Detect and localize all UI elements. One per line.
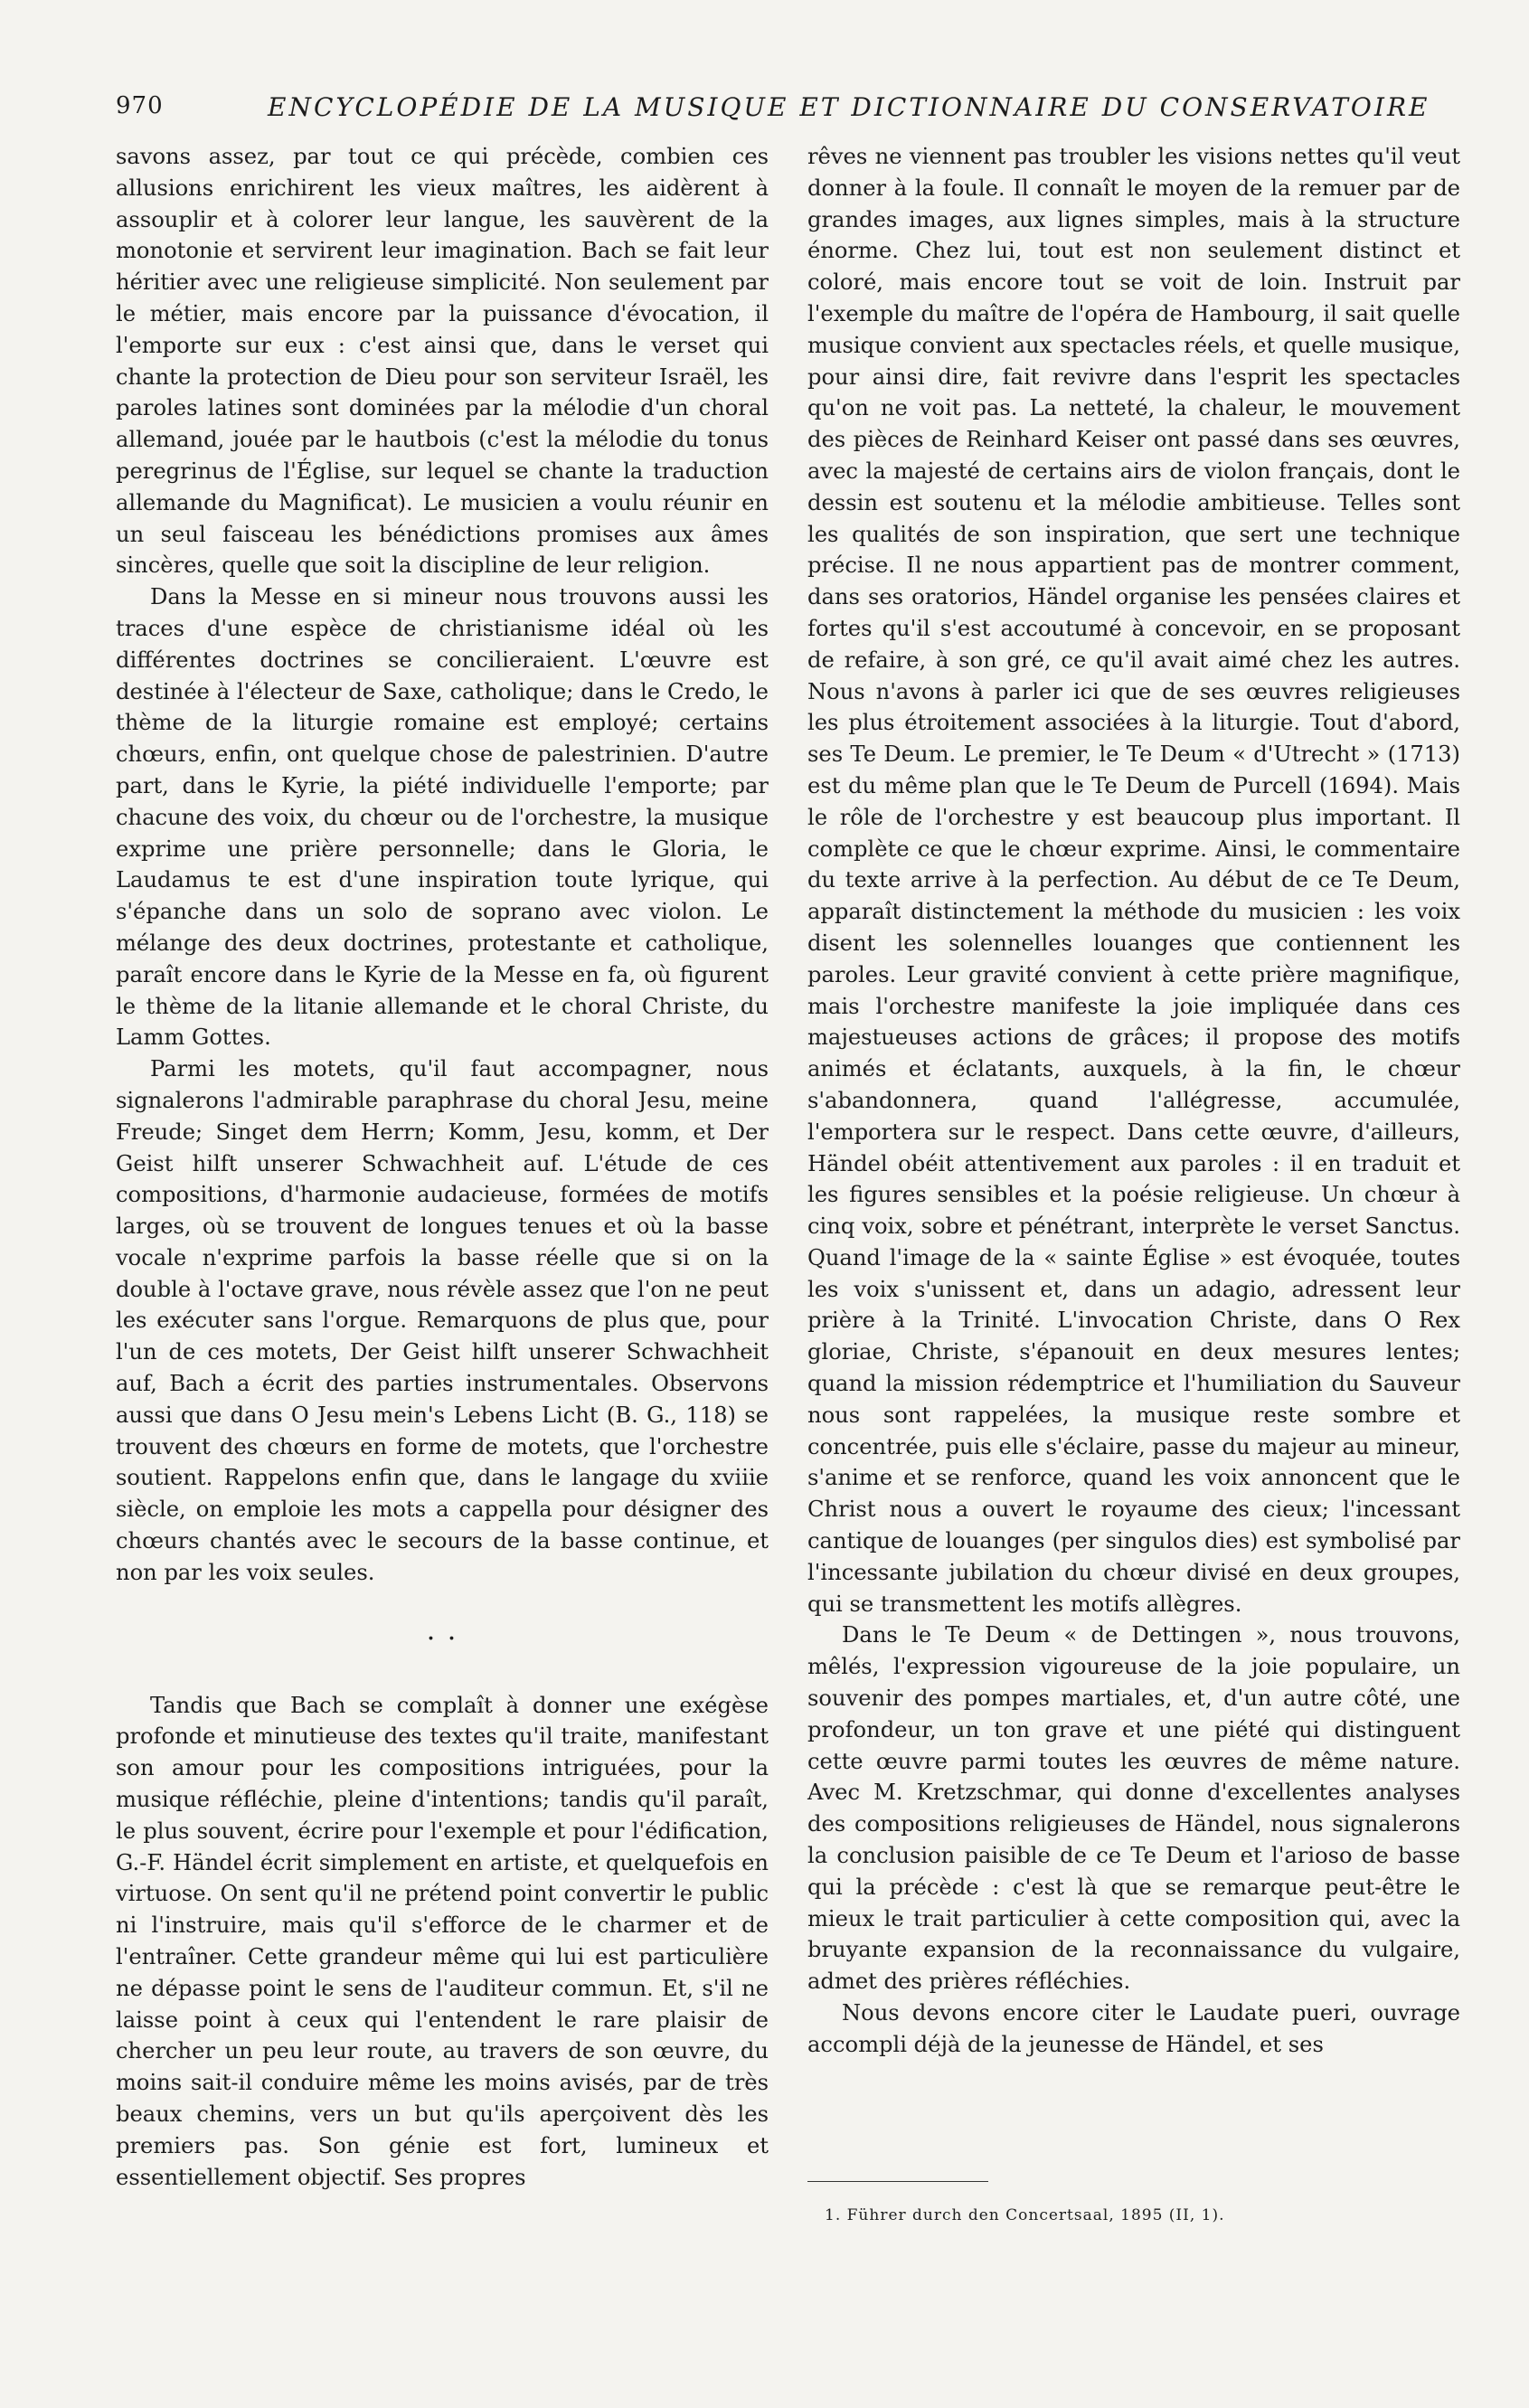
paragraph: Dans la Messe en si mineur nous trouvons aussi les traces d'une espèce de christianisme idéal où les différentes doctrines se concilieraient. L'œuvre est destinée à l'électeur de Saxe, catholique; dans le Credo, le thème de la liturgie romaine est employé; certains chœurs, enfin, ont quelque chose de palestrinien. D'autre part, dans le Kyrie, la piété individuelle l'emporte; par chacune des voix, du chœur ou de l'orchestre, la musique exprime une prière personnelle; dans le Gloria, le Laudamus te est d'une inspiration toute lyrique, qui s'épanche dans un solo de soprano avec violon. Le mélange des deux doctrines, protestante et catholique, paraît encore dans le Kyrie de la Messe en fa, où figurent le thème de la litanie allemande et le choral Christe, du Lamm Gottes. <box>116 584 769 1051</box>
running-header <box>116 89 1461 130</box>
left-column <box>116 141 769 2193</box>
paragraph: Parmi les motets, qu'il faut accompagner, nous signalerons l'admirable paraphrase du choral Jesu, meine Freude; Singet dem Herrn; Komm, Jesu, komm, et Der Geist hilft unserer Schwachheit auf. L'étude de ces compositions, d'harmonie audacieuse, formées de motifs larges, où se trouvent de longues tenues et où la basse vocale n'exprime parfois la basse réelle que si on la double à l'octave grave, nous révèle assez que l'on ne peut les exécuter sans l'orgue. Remarquons de plus que, pour l'un de ces motets, Der Geist hilft unserer Schwachheit auf, Bach a écrit des parties instrumentales. Observons aussi que dans O Jesu mein's Lebens Licht (B. G., 118) se trouvent des chœurs en forme de motets, que l'orchestre soutient. Rappelons enfin que, dans le langage du xviiie siècle, on emploie les mots a cappella pour désigner des chœurs chantés avec le secours de la basse continue, et non par les voix seules. <box>116 1056 769 1585</box>
page-number: 970 <box>116 92 164 119</box>
running-title: ENCYCLOPÉDIE DE LA MUSIQUE ET DICTIONNAIRE DU CONSERVATOIRE <box>268 92 1430 122</box>
paragraph: Dans le Te Deum « de Dettingen », nous trouvons, mêlés, l'expression vigoureuse de la joie populaire, un souvenir des pompes martiales, et, d'un autre côté, une profondeur, un ton grave et une piété qui distinguent cette œuvre parmi toutes les œuvres de même nature. Avec M. Kretzschmar, qui donne d'excellentes analyses des compositions religieuses de Händel, nous signalerons la conclusion paisible de ce Te Deum et l'arioso de basse qui la précède : c'est là que se remarque peut-être le mieux le trait particulier à cette composition qui, avec la bruyante expansion de la reconnaissance du vulgaire, admet des prières réfléchies. <box>807 1622 1460 1995</box>
right-column <box>807 141 1460 2061</box>
footnote-divider <box>807 2181 988 2182</box>
paragraph: savons assez, par tout ce qui précède, combien ces allusions enrichirent les vieux maîtres, les aidèrent à assouplir et à colorer leur langue, les sauvèrent de la monotonie et servirent leur imagination. Bach se fait leur héritier avec une religieuse simplicité. Non seulement par le métier, mais encore par la puissance d'évocation, il l'emporte sur eux : c'est ainsi que, dans le verset qui chante la protection de Dieu pour son serviteur Israël, les paroles latines sont dominées par la mélodie d'un choral allemand, jouée par le hautbois (c'est la mélodie du tonus peregrinus de l'Église, sur lequel se chante la traduction allemande du Magnificat). Le musicien a voulu réunir en un seul faisceau les bénédictions promises aux âmes sincères, quelle que soit la discipline de leur religion. <box>116 144 769 579</box>
paragraph: rêves ne viennent pas troubler les visions nettes qu'il veut donner à la foule. Il connaît le moyen de la remuer par de grandes images, aux lignes simples, mais à la structure énorme. Chez lui, tout est non seulement distinct et coloré, mais encore tout se voit de loin. Instruit par l'exemple du maître de l'opéra de Hambourg, il sait quelle musique convient aux spectacles réels, et quelle musique, pour ainsi dire, fait revivre dans l'esprit les spectacles qu'on ne voit pas. La netteté, la chaleur, le mouvement des pièces de Reinhard Keiser ont passé dans ses œuvres, avec la majesté de certains airs de violon français, dont le dessin est soutenu et la mélodie ambitieuse. Telles sont les qualités de son inspiration, que sert une technique précise. Il ne nous appartient pas de montrer comment, dans ses oratorios, Händel organise les pensées claires et fortes qu'il s'est accoutumé à concevoir, en se proposant de refaire, à son gré, ce qu'il avait aimé chez les autres. Nous n'avons à parler ici que de ses œuvres religieuses les plus étroitement associées à la liturgie. Tout d'abord, ses Te Deum. Le premier, le Te Deum « d'Utrecht » (1713) est du même plan que le Te Deum de Purcell (1694). Mais le rôle de l'orchestre y est beaucoup plus important. Il complète ce que le chœur exprime. Ainsi, le commentaire du texte arrive à la perfection. Au début de ce Te Deum, apparaît distinctement la méthode du musicien : les voix disent les solennelles louanges que contiennent les paroles. Leur gravité convient à cette prière magnifique, mais l'orchestre manifeste la joie impliquée dans ces majestueuses actions de grâces; il propose des motifs animés et éclatants, auxquels, à la fin, le chœur s'abandonnera, quand l'allégresse, accumulée, l'emportera sur le respect. Dans cette œuvre, d'ailleurs, Händel obéit attentivement aux paroles : il en traduit et les figures sensibles et la poésie religieuse. Un chœur à cinq voix, sobre et pénétrant, interprète le verset Sanctus. Quand l'image de la « sainte Église » est évoquée, toutes les voix s'unissent et, dans un adagio, adressent leur prière à la Trinité. L'invocation Christe, dans O Rex gloriae, Christe, s'épanouit en deux mesures lentes; quand la mission rédemptrice et l'humiliation du Sauveur nous sont rappelées, la musique reste sombre et concentrée, puis elle s'éclaire, passe du majeur au mineur, s'anime et se renforce, quand les voix annoncent que le Christ nous a ouvert le royaume des cieux; l'incessant cantique de louanges (per singulos dies) est symbolisé par l'incessante jubilation du chœur divisé en deux groupes, qui se transmettent les motifs allègres. <box>807 144 1460 1617</box>
section-ornament: · · <box>426 1622 458 1655</box>
footnote: 1. Führer durch den Concertsaal, 1895 (II, 1). <box>825 2206 1225 2224</box>
paragraph: Tandis que Bach se complaît à donner une exégèse profonde et minutieuse des textes qu'il traite, manifestant son amour pour les compositions intriguées, pour la musique réfléchie, pleine d'intentions; tandis qu'il paraît, le plus souvent, écrire pour l'exemple et pour l'édification, G.-F. Händel écrit simplement en artiste, et quelquefois en virtuose. On sent qu'il ne prétend point convertir le public ni l'instruire, mais qu'il s'efforce de le charmer et de l'entraîner. Cette grandeur même qui lui est particulière ne dépasse point le sens de l'auditeur commun. Et, s'il ne laisse point à ceux qui l'entendent le rare plaisir de chercher un peu leur route, au travers de son œuvre, du moins sait-il conduire même les moins avisés, par de très beaux chemins, vers un but qu'ils aperçoivent dès les premiers pas. Son génie est fort, lumineux et essentiellement objectif. Ses propres <box>116 1692 769 2190</box>
paragraph: Nous devons encore citer le Laudate pueri, ouvrage accompli déjà de la jeunesse de Händel, et ses <box>807 2000 1460 2057</box>
